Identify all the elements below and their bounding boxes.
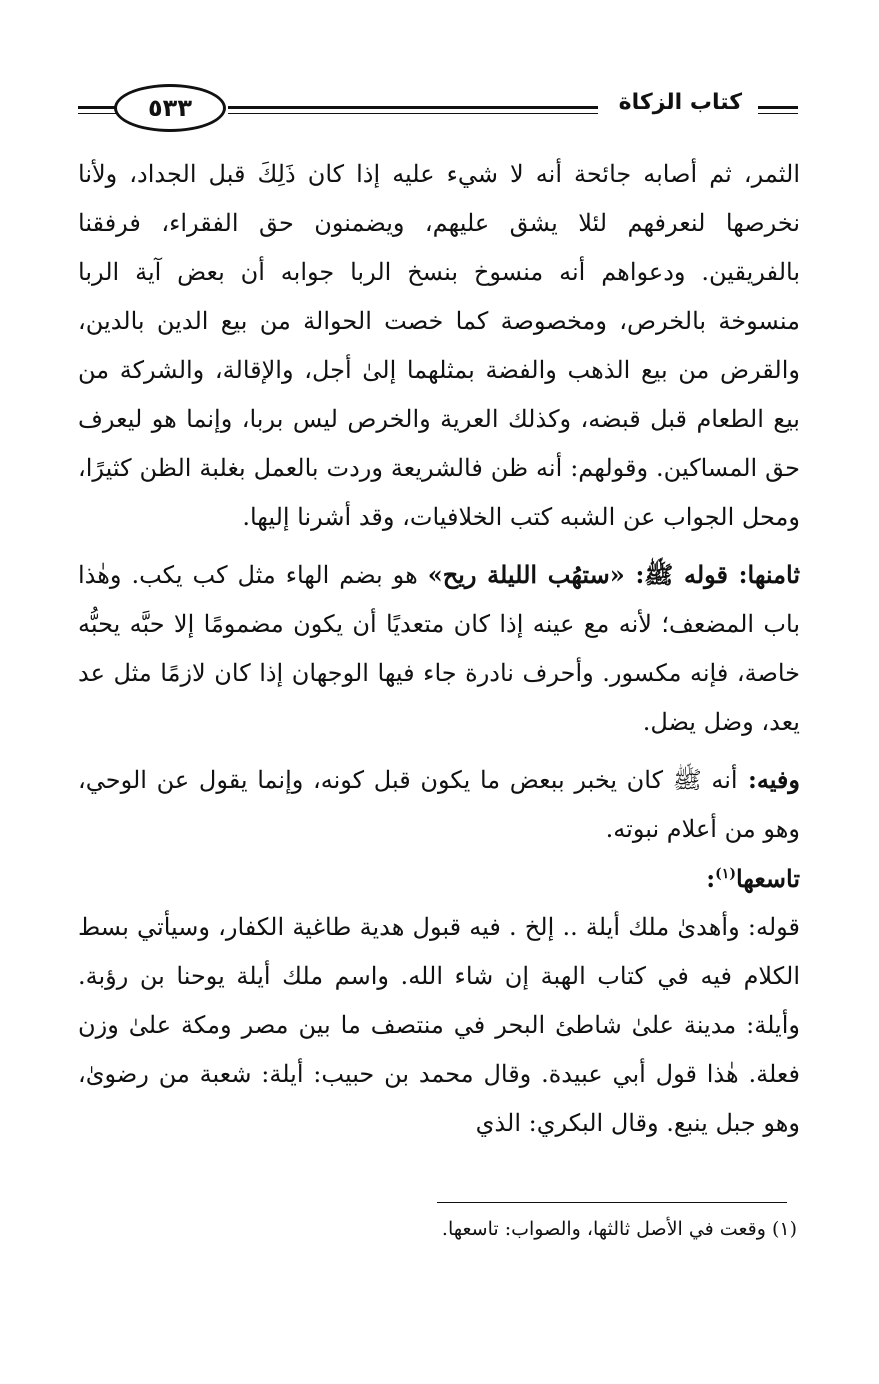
paragraph-3-text: أنه ﷺ كان يخبر ببعض ما يكون قبل كونه، وإنما يقول عن الوحي، وهو من أعلام نبوته. [78,766,800,843]
section-heading-label: تاسعها [735,864,800,893]
header-rule-middle [228,106,598,114]
paragraph-1 [78,150,800,542]
footnote [157,1214,797,1244]
footnote-reference[interactable]: (١) [715,866,736,882]
paragraph-3-lead: وفيه: [737,765,800,794]
paragraph-3 [78,755,800,854]
paragraph-2-text: هو بضم الهاء مثل كب يكب. وهٰذا باب المضعف؛ لأنه مع عينه إذا كان متعديًا أن يكون مضمومًا إلا حبَّه يحبُّه خاصة، فإنه مكسور. وأحرف نادرة جاء فيها الوجهان إذا كان لازمًا مثل عد يعد، وضل يضل. [78,561,800,736]
chapter-title: كتاب الزكاة [611,90,750,115]
paragraph-2-lead: ثامنها: قوله ﷺ: [624,560,801,589]
page-number: ٥٣٣ [114,84,226,132]
section-heading-colon: : [706,864,716,893]
paragraph-4-text: قوله: وأهدىٰ ملك أيلة .. إلخ . فيه قبول هدية طاغية الكفار، وسيأتي بسط الكلام فيه في كتاب الهبة إن شاء الله. واسم ملك أيلة يوحنا بن رؤبة. وأيلة: مدينة علىٰ شاطئ البحر في منتصف ما بين مصر ومكة علىٰ وزن فعلة. هٰذا قول أبي عبيدة. وقال محمد بن حبيب: أيلة: شعبة من رضوىٰ، وهو جبل ينبع. وقال البكري: الذي [78,913,800,1137]
paragraph-1-text: الثمر، ثم أصابه جائحة أنه لا شيء عليه إذا كان ذَلِكَ قبل الجداد، ولأنا نخرصها لنعرفهم لئلا يشق عليهم، ويضمنون حق الفقراء، فرفقنا بالفريقين. ودعواهم أنه منسوخ بنسخ الربا جوابه أن بعض آية الربا منسوخة بالخرص، ومخصوصة كما خصت الحوالة من بيع الدين بالدين، والقرض من بيع الذهب والفضة بمثلهما إلىٰ أجل، والإقالة، والشركة من بيع الطعام قبل قبضه، وكذلك العرية والخرص ليس بربا، وإنما هو ليعرف حق المساكين. وقولهم: أنه ظن فالشريعة وردت بالعمل بغلبة الظن كثيرًا، ومحل الجواب عن الشبه كتب الخلافيات، وقد أشرنا إليها. [78,160,800,531]
footnote-text: وقعت في الأصل ثالثها، والصواب: تاسعها. [441,1218,766,1240]
page-header [78,82,798,138]
main-text [78,150,800,1148]
section-heading-ninth [78,854,800,903]
footnote-separator [437,1202,787,1203]
footnote-number: (١) [771,1218,797,1240]
paragraph-4 [78,903,800,1148]
header-rule-right [758,106,798,114]
hadith-quote: «ستهُب الليلة ريح» [427,560,625,589]
paragraph-2 [78,550,800,747]
